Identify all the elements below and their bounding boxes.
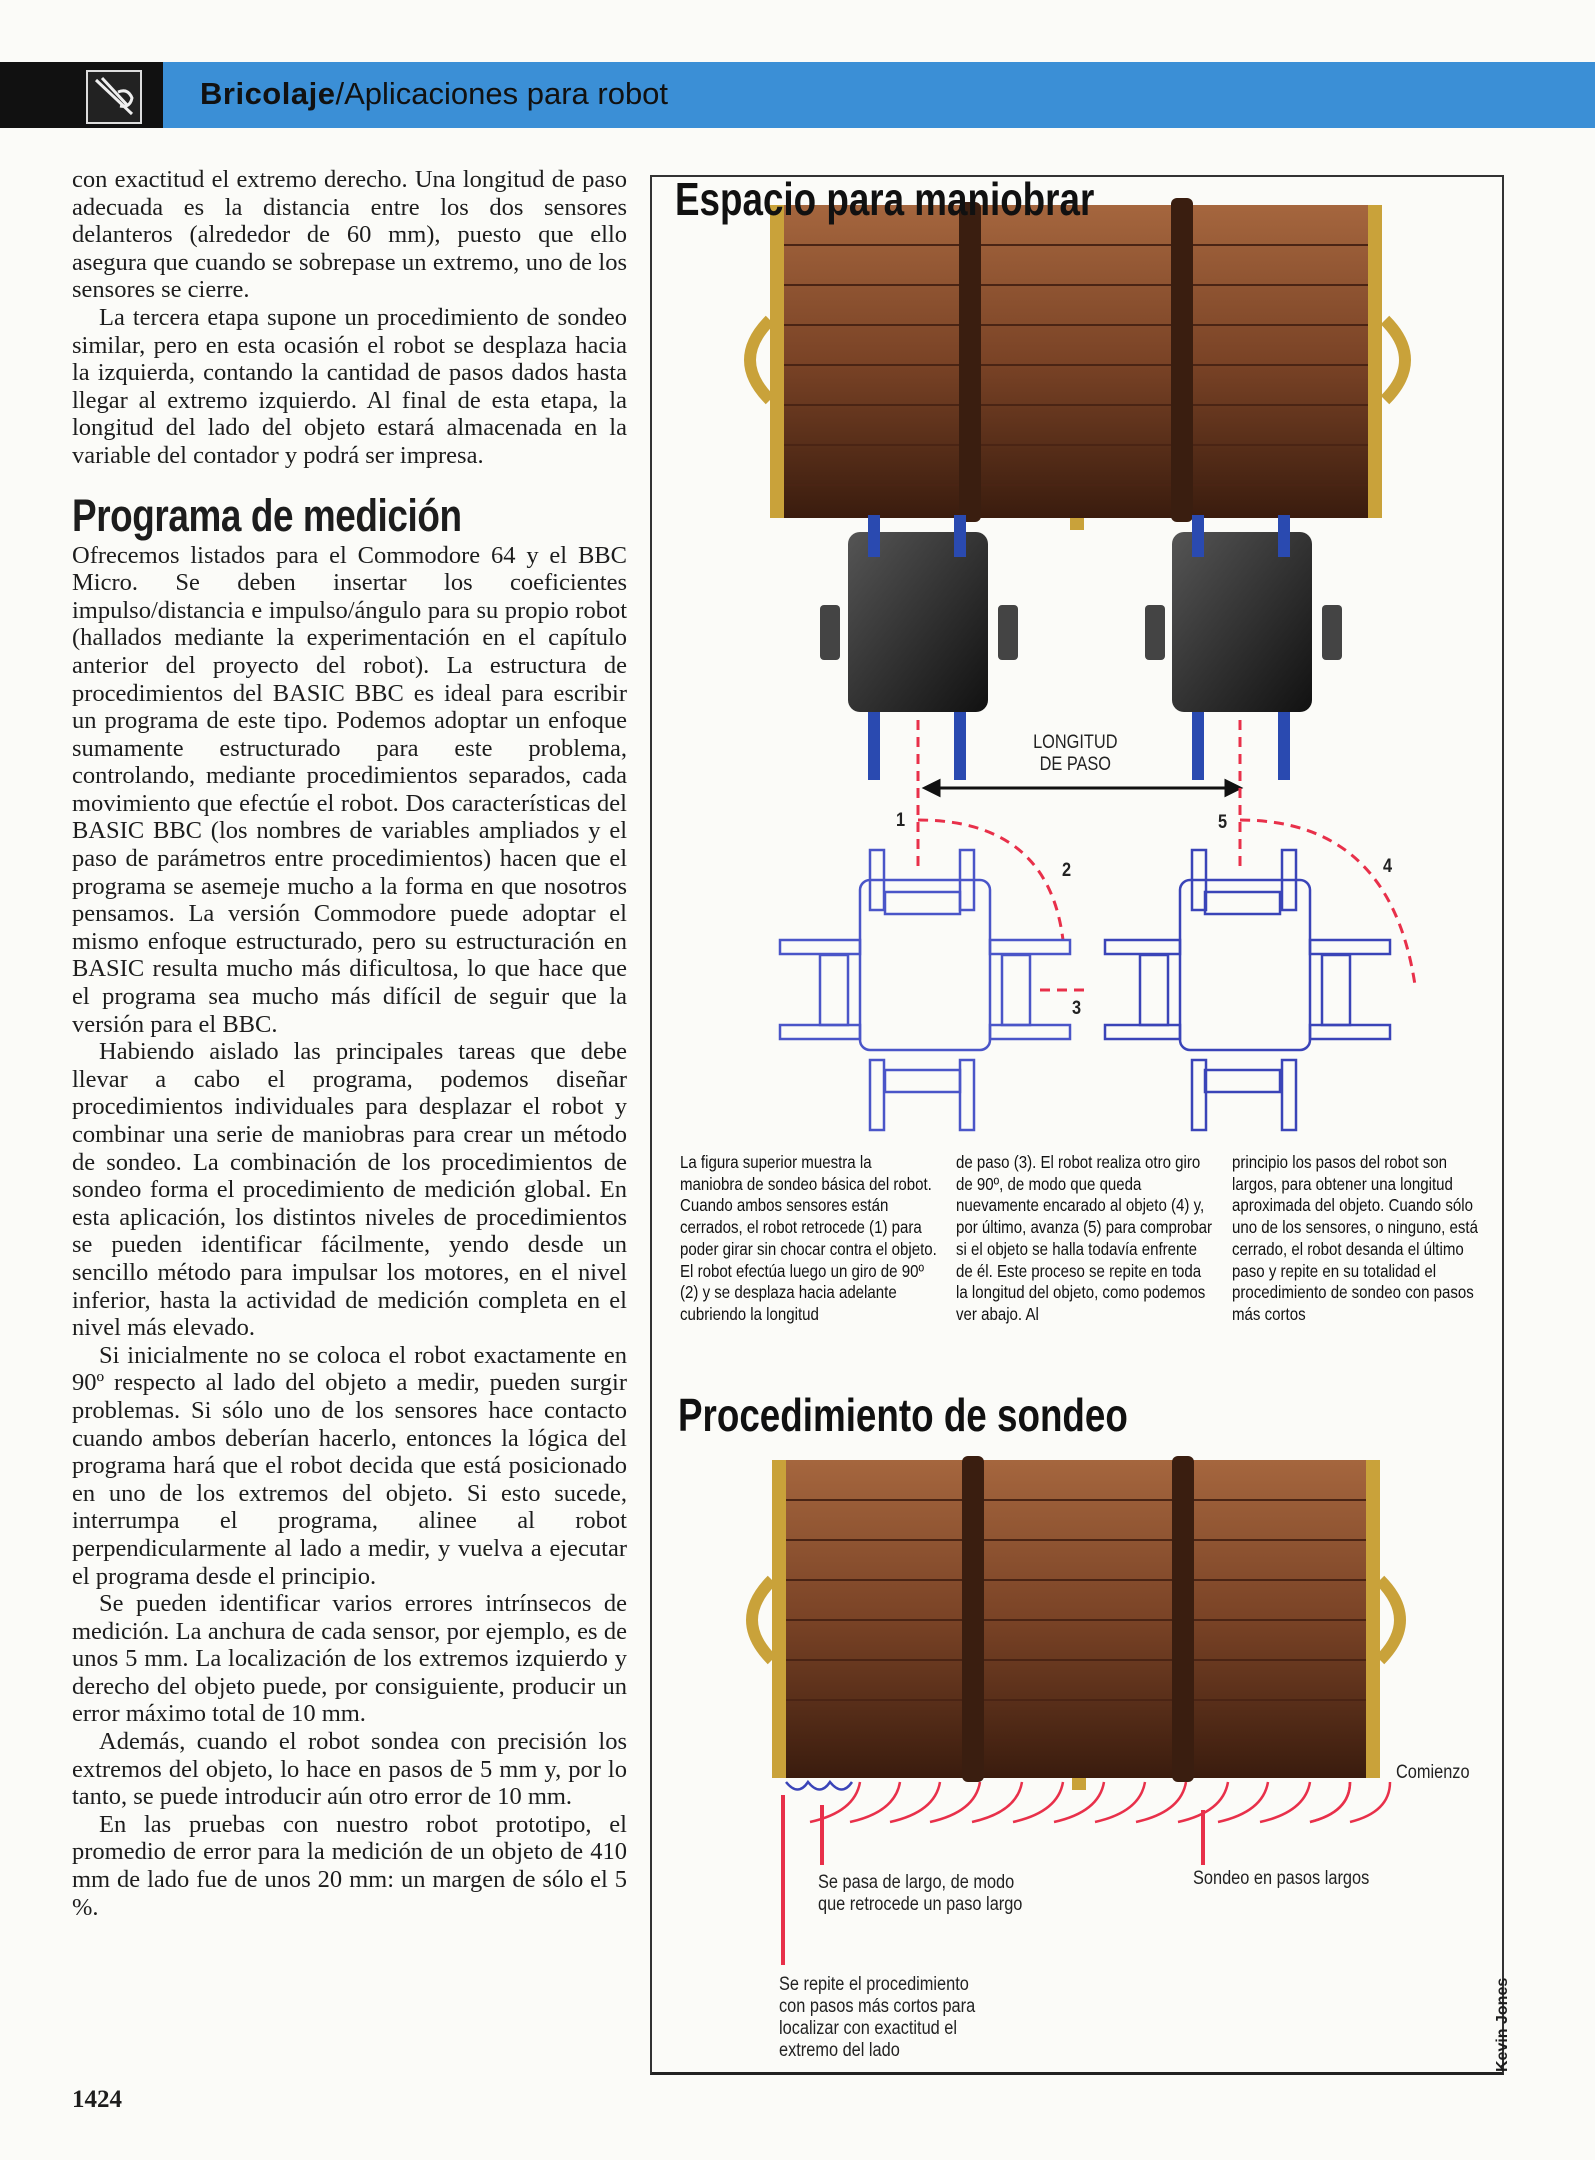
caption-column-1: La figura superior muestra la maniobra de sondeo básica del robot. Cuando ambos sensores están cerrados, el robot retrocede (1) para poder girar sin chocar contra el objeto. El robot efectúa luego un giro de 90º (2) y se desplaza hacia adelante cubriendo la longitud [680,1152,937,1324]
caption-column-3: principio los pasos del robot son largos, para obtener una longitud aproximada del objeto. Cuando sólo uno de los sensores, o ninguno, está cerrado, el robot desanda el último paso y repite en su totalidad el procedimiento de sondeo con pasos más cortos [1232,1152,1479,1324]
paragraph: En las pruebas con nuestro robot prototipo, el promedio de error para la medición de un objeto de 410 mm de lado fue de unos 20 mm: un margen de sólo el 5 %. [72,1810,627,1921]
label-start: Comienzo [1396,1762,1470,1783]
illustrator-credit: Kevin Jones [1494,1977,1511,2072]
paragraph: Habiendo aislado las principales tareas que debe llevar a cabo el programa, podemos diseñar procedimientos individuales para desplazar el robot y combinar una serie de maniobras para crear un método de sondeo. La combinación de los procedimientos de sondeo forma el procedimiento de medición global. En esta aplicación, los distintos niveles de procedimientos se pueden identificar fácilmente, yendo desde un sencillo método para impulsar los motores, en el nivel inferior, hasta la actividad de medición completa en el nivel más elevado. [72,1038,627,1342]
barrel-bottom [752,1456,1400,1790]
step-marker-4: 4 [1383,856,1393,877]
label-overshoot: Se pasa de largo, de modo que retrocede un paso largo [818,1872,1023,1915]
robot-right [1145,515,1342,780]
figure-title-maneuver: Espacio para maniobrar [675,173,1095,225]
paragraph: con exactitud el extremo derecho. Una longitud de paso adecuada es la distancia entre los dos sensores delanteros (alrededor de 60 mm), puesto que ello asegura que cuando se sobrepase un extremo, uno de los sensores se cierre. [72,166,627,304]
maneuver-path [918,720,1415,990]
label-repeat-short: Se repite el procedimiento con pasos más cortos para localizar con exactitud el extremo del lado [779,1974,976,2061]
step-marker-2: 2 [1062,860,1072,881]
article-heading: Programa de medición [72,489,462,541]
paragraph: La tercera etapa supone un procedimiento de sondeo similar, pero en esta ocasión el robot se desplaza hacia la izquierda, contando la cantidad de pasos dados hasta llegar al extremo izquierdo. Al final de esta etapa, la longitud del lado del objeto estará almacenada en la variable del contador y podrá ser impresa. [72,303,627,469]
paragraph: Ofrecemos listados para el Commodore 64 y el BBC Micro. Se deben insertar los coeficientes impulso/distancia e impulso/ángulo para su propio robot (hallados mediante la experimentación en el capítulo anterior del proyecto del robot). La estructura de procedimientos del BASIC BBC es ideal para escribir un programa de este tipo. Podemos adoptar un enfoque sumamente estructurado para este problema, controlando, mediante procedimientos separados, cada movimiento que efectúe el robot. Dos características del BASIC BBC (los nombres de variables ampliados y el paso de parámetros entre procedimientos) hacen que el programa se asemeje mucho a la forma en que nosotros pensamos. La versión Commodore puede adoptar el mismo enfoque estructurado, pero su estructuración en BASIC resulta mucho más dificultosa, lo que hace que el programa sea mucho más difícil de seguir que la versión para el BBC. [72,541,627,1038]
label-long-steps: Sondeo en pasos largos [1193,1868,1370,1889]
paragraph: Se pueden identificar varios errores intrínsecos de medición. La anchura de cada sensor, por ejemplo, es de unos 5 mm. La localización de los extremos izquierdo y derecho del objeto puede, por consiguiente, producir un error máximo total de 10 mm. [72,1590,627,1728]
figure-title-probing: Procedimiento de sondeo [678,1389,1128,1441]
step-length-label-line2: DE PASO [1039,754,1112,775]
paragraph: Además, cuando el robot sondea con precisión los extremos del objeto, lo hace en pasos de 5 mm y, por lo tanto, se puede introducir aún otro error de 10 mm. [72,1728,627,1811]
robot-outline-left [780,850,1070,1130]
step-length-arrow [925,781,1240,795]
caption-column-2: de paso (3). El robot realiza otro giro de 90º, de modo que queda nuevamente encarado al objeto (4) y, por último, avanza (5) para comprobar si el objeto se halla todavía enfrente de él. Este proceso se repite en toda la longitud del objeto, como podemos ver abajo. Al [956,1152,1212,1324]
step-length-label-line1: LONGITUD [1033,732,1118,753]
step-marker-1: 1 [896,810,906,831]
barrel-top [750,198,1405,530]
paragraph: Si inicialmente no se coloca el robot exactamente en 90º respecto al lado del objeto a medir, pueden surgir problemas. Si sólo uno de los sensores hace contacto cuando ambos deberían hacerlo, entonces la lógica del programa hará que el robot decida que está posicionado en uno de los extremos del objeto. Si esto sucede, interrumpa el programa, alinee al robot perpendicularmente al lado a medir, y vuelva a ejecutar el programa desde el principio. [72,1341,627,1590]
robot-outline-right [1105,850,1393,1130]
step-marker-5: 5 [1218,812,1228,833]
step-length-label [1028,732,1123,776]
step-marker-3: 3 [1072,998,1082,1019]
section-subtitle: /Aplicaciones para robot [335,76,669,111]
section-name: Bricolaje [200,76,336,111]
page-number: 1424 [72,2086,122,2113]
